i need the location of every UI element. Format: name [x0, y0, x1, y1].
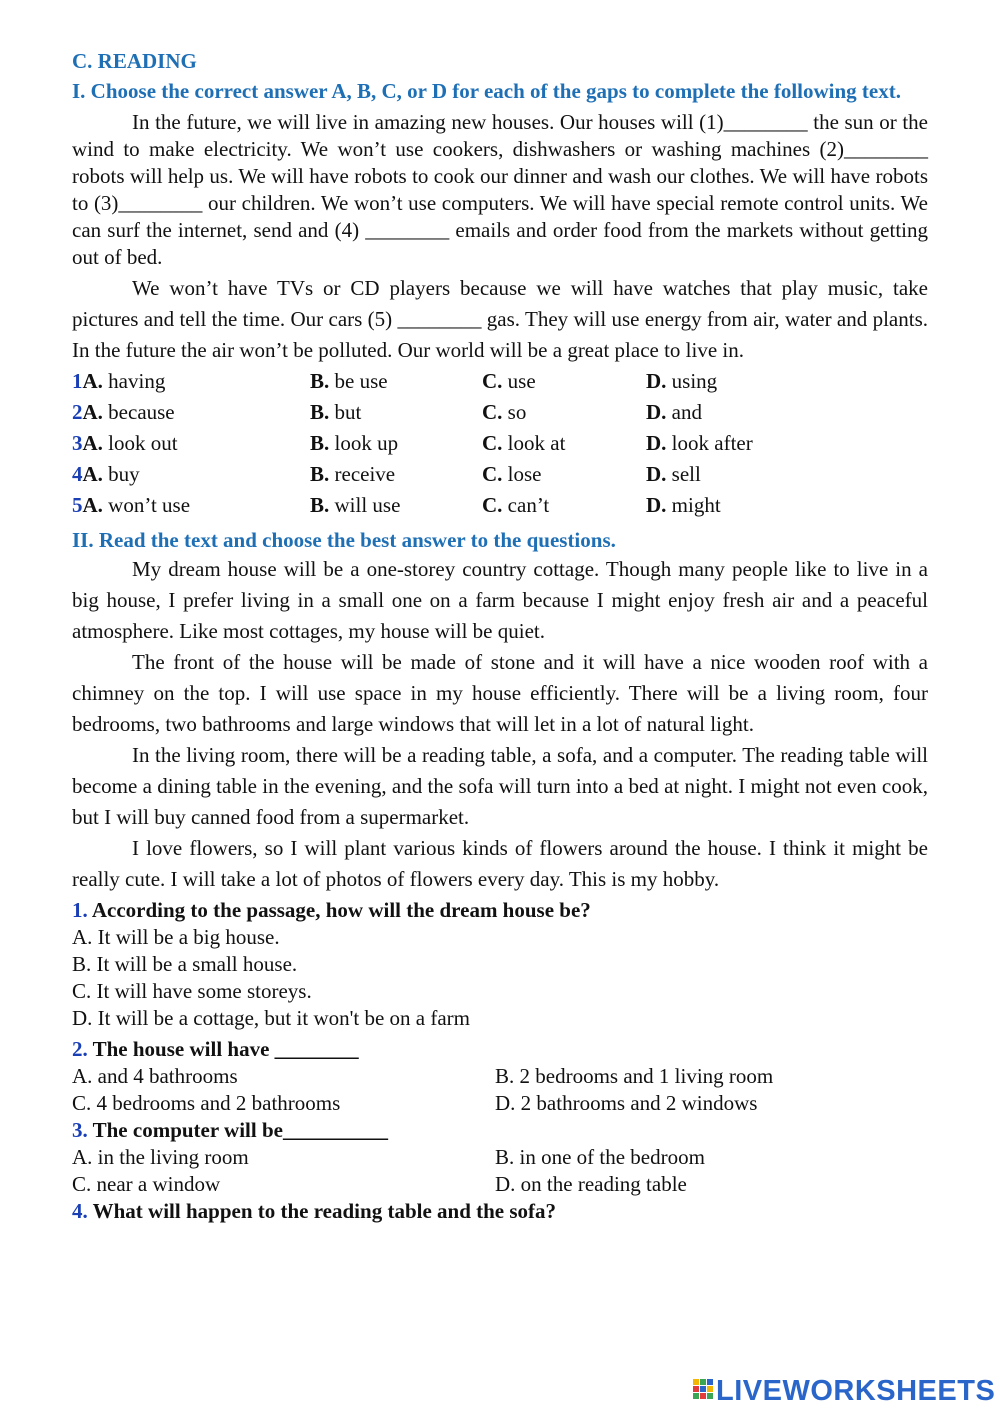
mcq-row: [72, 366, 928, 397]
question-1: [72, 897, 928, 924]
mcq-number: 1: [72, 369, 83, 393]
mcq-row: [72, 397, 928, 428]
option-letter: B.: [310, 462, 330, 486]
mcq-option-b[interactable]: [310, 397, 361, 428]
option-text: look at: [502, 431, 566, 455]
answer-option[interactable]: C. near a window: [72, 1172, 221, 1196]
part2-paragraph-1: My dream house will be a one-storey country cottage. Though many people like to live in a big house, I prefer living in a small one on a farm because I might enjoy fresh air and a peaceful atmosphere. Like most cottages, my house will be quiet.: [72, 557, 928, 643]
option-text: receive: [329, 462, 396, 486]
mcq-option-c[interactable]: [482, 397, 526, 428]
option-text: use: [502, 369, 536, 393]
option-text: having: [102, 369, 166, 393]
option-letter: B.: [310, 493, 330, 517]
part1-paragraph-1: In the future, we will live in amazing new houses. Our houses will (1)________ the sun or the wind to make electricity. We won’t use cookers, dishwashers or washing machines (2)________ robots will help us. We will have robots to cook our dinner and wash our clothes. We will have robots to (3)________ our children. We won’t use computers. We will have special remote control units. We can surf the internet, send and (4) ________ emails and order food from the markets without getting out of bed.: [72, 110, 928, 269]
answer-option[interactable]: D. 2 bathrooms and 2 windows: [495, 1091, 758, 1115]
option-letter: D.: [646, 493, 667, 517]
option-letter: A.: [82, 369, 103, 393]
option-text: sell: [666, 462, 701, 486]
option-text: look after: [666, 431, 753, 455]
mcq-option-c[interactable]: [482, 490, 549, 521]
option-text: can’t: [502, 493, 550, 517]
question-text: According to the passage, how will the dream house be?: [91, 898, 591, 922]
answer-option[interactable]: D. It will be a cottage, but it won't be on a farm: [72, 1006, 471, 1030]
mcq-option-b[interactable]: [310, 490, 400, 521]
mcq-option-b[interactable]: [310, 428, 398, 459]
option-letter: C.: [482, 431, 503, 455]
option-text: look out: [102, 431, 178, 455]
answer-row: [72, 1090, 928, 1117]
question-text: What will happen to the reading table and the sofa?: [92, 1199, 557, 1223]
mcq-option-c[interactable]: [482, 459, 542, 490]
answer-row: [72, 1171, 928, 1198]
mcq-option-a[interactable]: [72, 366, 165, 397]
mcq-option-b[interactable]: [310, 459, 395, 490]
mcq-number: 5: [72, 493, 83, 517]
mcq-option-d[interactable]: [646, 490, 721, 521]
option-letter: D.: [646, 431, 667, 455]
option-text: because: [102, 400, 175, 424]
answer-option[interactable]: A. and 4 bathrooms: [72, 1064, 238, 1088]
option-letter: C.: [482, 462, 503, 486]
option-text: buy: [102, 462, 140, 486]
mcq-option-c[interactable]: [482, 366, 536, 397]
mcq-option-d[interactable]: [646, 397, 702, 428]
answer-option[interactable]: C. It will have some storeys.: [72, 979, 312, 1003]
mcq-option-a[interactable]: [72, 428, 178, 459]
part2-paragraph-2: The front of the house will be made of stone and it will have a nice wooden roof with a chimney on the top. I will use space in my house efficiently. There will be a living room, four bedrooms, two bathrooms and large windows that will let in a lot of natural light.: [72, 650, 928, 736]
option-text: will use: [329, 493, 401, 517]
mcq-option-d[interactable]: [646, 366, 717, 397]
section-title: C. READING: [72, 49, 197, 73]
liveworksheets-logo-icon: [692, 1377, 714, 1405]
question-number: 3.: [72, 1118, 88, 1142]
liveworksheets-logo: [692, 1374, 995, 1408]
mcq-row: [72, 490, 928, 521]
answer-option[interactable]: A. in the living room: [72, 1145, 249, 1169]
option-text: might: [666, 493, 721, 517]
mcq-option-a[interactable]: [72, 490, 190, 521]
option-letter: D.: [646, 462, 667, 486]
part2-paragraph-4: I love flowers, so I will plant various kinds of flowers around the house. I think it might be really cute. I will take a lot of photos of flowers every day. This is my hobby.: [72, 836, 928, 891]
option-text: be use: [329, 369, 388, 393]
option-letter: B.: [310, 400, 330, 424]
mcq-row: [72, 428, 928, 459]
option-text: using: [666, 369, 718, 393]
mcq-option-d[interactable]: [646, 428, 753, 459]
answer-option[interactable]: C. 4 bedrooms and 2 bathrooms: [72, 1091, 341, 1115]
option-letter: C.: [482, 493, 503, 517]
answer-option[interactable]: A. It will be a big house.: [72, 925, 280, 949]
question-number: 1.: [72, 898, 88, 922]
question-2: [72, 1036, 928, 1063]
worksheet-page: [72, 46, 928, 1225]
liveworksheets-logo-text: LIVEWORKSHEETS: [716, 1374, 996, 1407]
mcq-option-a[interactable]: [72, 459, 140, 490]
part1-heading: I. Choose the correct answer A, B, C, or D for each of the gaps to complete the following text.: [72, 79, 901, 103]
option-text: and: [666, 400, 702, 424]
option-text: lose: [502, 462, 542, 486]
mcq-row: [72, 459, 928, 490]
mcq-number: 4: [72, 462, 83, 486]
answer-option[interactable]: B. in one of the bedroom: [495, 1145, 705, 1169]
option-text: but: [329, 400, 362, 424]
option-letter: A.: [82, 493, 103, 517]
answer-option[interactable]: B. 2 bedrooms and 1 living room: [495, 1064, 774, 1088]
question-4: [72, 1198, 928, 1225]
question-text: The computer will be__________: [92, 1118, 388, 1142]
mcq-option-a[interactable]: [72, 397, 175, 428]
question-number: 2.: [72, 1037, 88, 1061]
mcq-number: 3: [72, 431, 83, 455]
part2-paragraph-3: In the living room, there will be a reading table, a sofa, and a computer. The reading table will become a dining table in the evening, and the sofa will turn into a bed at night. I might not even cook, but I will buy canned food from a supermarket.: [72, 743, 928, 829]
option-letter: D.: [646, 369, 667, 393]
answer-row: [72, 1144, 928, 1171]
option-letter: B.: [310, 369, 330, 393]
option-letter: D.: [646, 400, 667, 424]
mcq-number: 2: [72, 400, 83, 424]
part1-paragraph-2: We won’t have TVs or CD players because we will have watches that play music, take pictures and tell the time. Our cars (5) ________ gas. They will use energy from air, water and plants. In the future the air won’t be polluted. Our world will be a great place to live in.: [72, 276, 928, 362]
mcq-option-d[interactable]: [646, 459, 701, 490]
option-text: so: [502, 400, 527, 424]
answer-option[interactable]: D. on the reading table: [495, 1172, 687, 1196]
part1-question-list: [72, 366, 928, 521]
question-3: [72, 1117, 928, 1144]
question-text: The house will have ________: [92, 1037, 359, 1061]
option-letter: B.: [310, 431, 330, 455]
option-letter: C.: [482, 369, 503, 393]
mcq-option-c[interactable]: [482, 428, 565, 459]
option-letter: A.: [82, 431, 103, 455]
part2-heading: II. Read the text and choose the best answer to the questions.: [72, 528, 616, 552]
option-letter: A.: [82, 400, 103, 424]
answer-row: [72, 1063, 928, 1090]
mcq-option-b[interactable]: [310, 366, 388, 397]
option-text: look up: [329, 431, 399, 455]
question-number: 4.: [72, 1199, 88, 1223]
option-letter: A.: [82, 462, 103, 486]
option-text: won’t use: [102, 493, 191, 517]
answer-option[interactable]: B. It will be a small house.: [72, 952, 298, 976]
option-letter: C.: [482, 400, 503, 424]
